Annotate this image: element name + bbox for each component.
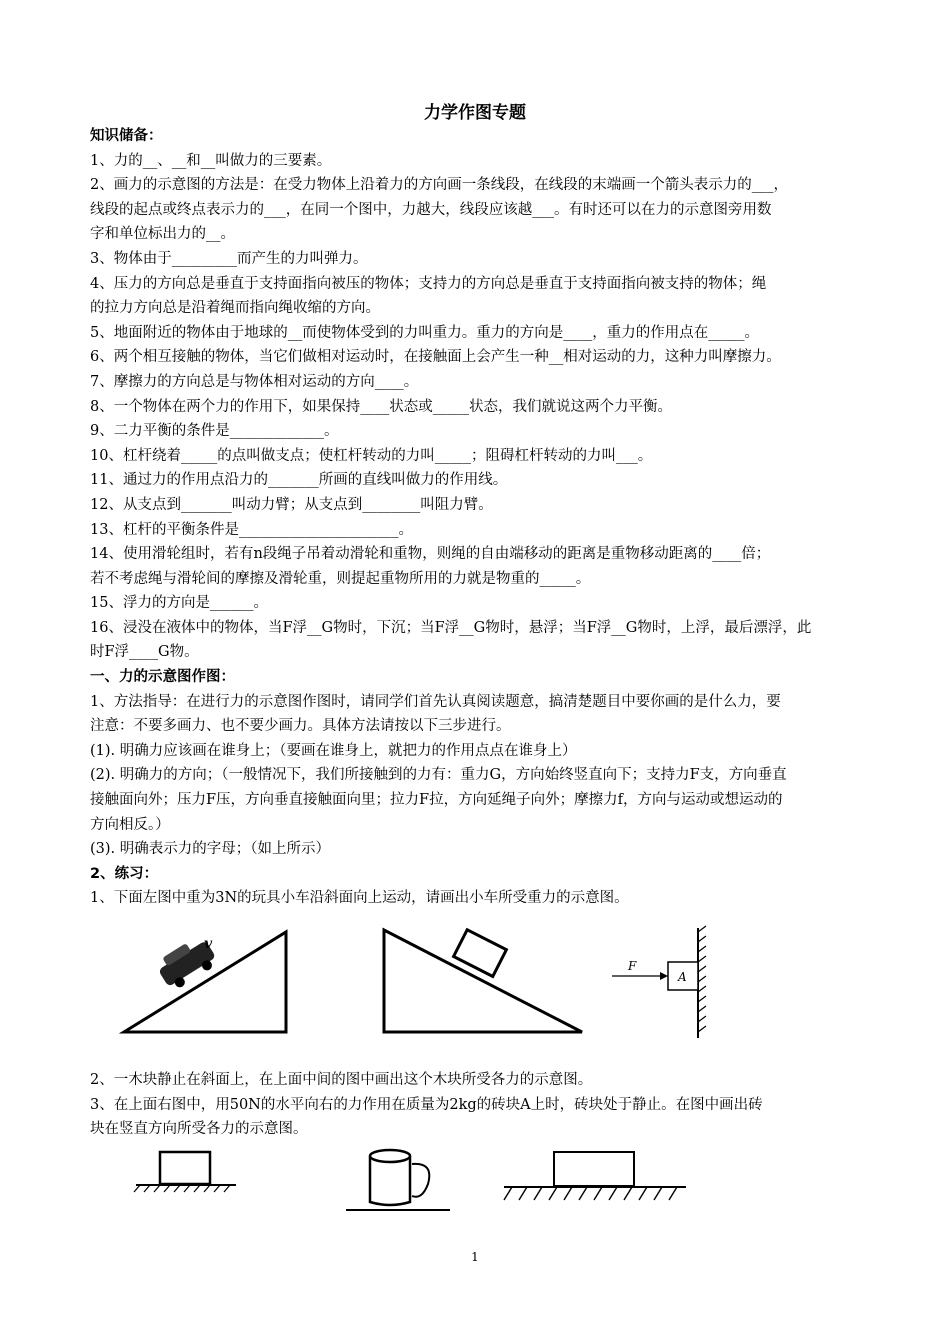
velocity-label: v (204, 936, 213, 952)
figure-incline-with-toy-car (118, 928, 293, 1038)
text-line: 10、杠杆绕着_____的点叫做支点；使杠杆转动的力叫_____；阻碍杠杆转动的力叫___。 (90, 447, 653, 464)
text-line: 12、从支点到_______叫动力臂；从支点到________叫阻力臂。 (90, 496, 493, 513)
wall-hatching (698, 926, 706, 1032)
text-line: 13、杠杆的平衡条件是______________________。 (90, 521, 413, 538)
text-line: 线段的起点或终点表示力的___，在同一个图中，力越大，线段应该越___。有时还可以在力的示意图旁用数 (90, 201, 772, 218)
mug-handle (412, 1164, 429, 1197)
text-line: 16、浸没在液体中的物体，当F浮__G物时，下沉；当F浮__G物时，悬浮；当F浮__G物时，上浮，最后漂浮，此 (90, 619, 812, 636)
figure-box-on-ground (130, 1148, 242, 1196)
text-line: 14、使用滑轮组时，若有n段绳子吊着动滑轮和重物，则绳的自由端移动的距离是重物移动距离的____倍； (90, 546, 771, 563)
force-label: F (628, 959, 637, 973)
mug-body (370, 1156, 410, 1205)
text-line: 5、地面附近的物体由于地球的__而使物体受到的力叫重力。重力的方向是____，重力的作用点在_____。 (90, 324, 759, 341)
text-line: 7、摩擦力的方向总是与物体相对运动的方向____。 (90, 373, 419, 390)
floor-hatching (504, 1187, 677, 1200)
text-line: 字和单位标出力的__。 (90, 226, 235, 243)
text-line: 的拉力方向总是沿着绳而指向绳收缩的方向。 (90, 300, 380, 317)
text-line: 2、一木块静止在斜面上，在上面中间的图中画出这个木块所受各力的示意图。 (90, 1072, 593, 1088)
text-line: 3、物体由于_________而产生的力叫弹力。 (90, 250, 368, 267)
figure-block-on-floor (500, 1148, 692, 1206)
mug-rim (370, 1150, 410, 1162)
text-line: 注意：不要多画力、也不要少画力。具体方法请按以下三步进行。 (90, 718, 511, 735)
text-line: 若不考虑绳与滑轮间的摩擦及滑轮重，则提起重物所用的力就是物重的_____。 (90, 570, 591, 587)
figure-mug-on-table (342, 1144, 454, 1216)
text-line: 时F浮____G物。 (90, 644, 199, 661)
section-heading: 一、力的示意图作图： (90, 669, 235, 686)
text-line: 方向相反。） (90, 816, 170, 833)
text-line: 6、两个相互接触的物体，当它们做相对运动时，在接触面上会产生一种__相对运动的力，这种力叫摩擦力。 (90, 349, 781, 366)
text-line: 15、浮力的方向是______。 (90, 595, 268, 612)
text-line: 1、力的__、__和__叫做力的三要素。 (90, 152, 332, 169)
force-arrowhead (660, 972, 668, 980)
text-line: 知识储备： (90, 128, 163, 144)
text-line: 8、一个物体在两个力的作用下，如果保持____状态或_____状态，我们就说这两个力平衡。 (90, 398, 672, 415)
text-line: 块在竖直方向所受各力的示意图。 (90, 1121, 308, 1138)
figure-block-against-wall (608, 922, 713, 1042)
text-line: 9、二力平衡的条件是_____________。 (90, 423, 339, 440)
text-line: (3). 明确表示力的字母；（如上所示） (90, 841, 331, 858)
figure-block-on-incline (378, 922, 588, 1037)
text-line: 4、压力的方向总是垂直于支持面指向被压的物体；支持力的方向总是垂直于支持面指向被支持的物体；绳 (90, 275, 767, 292)
page-number: 1 (471, 1250, 479, 1264)
text-line: (2). 明确力的方向；（一般情况下，我们所接触到的力有：重力G，方向始终竖直向下；支持力F支，方向垂直 (90, 767, 787, 784)
block (554, 1152, 634, 1186)
text-body-bottom (90, 1068, 865, 1142)
text-line: 1、方法指导：在进行力的示意图作图时，请同学们首先认真阅读题意，搞清楚题目中要你画的是什么力，要 (90, 693, 781, 710)
text-line: 3、在上面右图中，用50N的水平向右的力作用在质量为2kg的砖块A上时，砖块处于静止。在图中画出砖 (90, 1096, 763, 1113)
text-line: 11、通过力的作用点沿力的_______所画的直线叫做力的作用线。 (90, 472, 508, 489)
text-line: 接触面向外；压力F压，方向垂直接触面向里；拉力F拉，方向延绳子向外；摩擦力f，方向与运动或想运动的 (90, 792, 783, 809)
box (160, 1152, 210, 1184)
text-body-top (90, 124, 865, 911)
ground-hatching (134, 1185, 230, 1192)
block-label: A (678, 970, 687, 984)
section-heading: 2、练习： (90, 865, 159, 882)
text-line: (1). 明确力应该画在谁身上；（要画在谁身上，就把力的作用点点在谁身上） (90, 742, 577, 759)
text-line: 1、下面左图中重为3N的玩具小车沿斜面向上运动，请画出小车所受重力的示意图。 (90, 890, 629, 907)
text-line: 2、画力的示意图的方法是：在受力物体上沿着力的方向画一条线段，在线段的末端画一个箭头表示力的___， (90, 177, 788, 194)
page-title: 力学作图专题 (424, 103, 526, 123)
